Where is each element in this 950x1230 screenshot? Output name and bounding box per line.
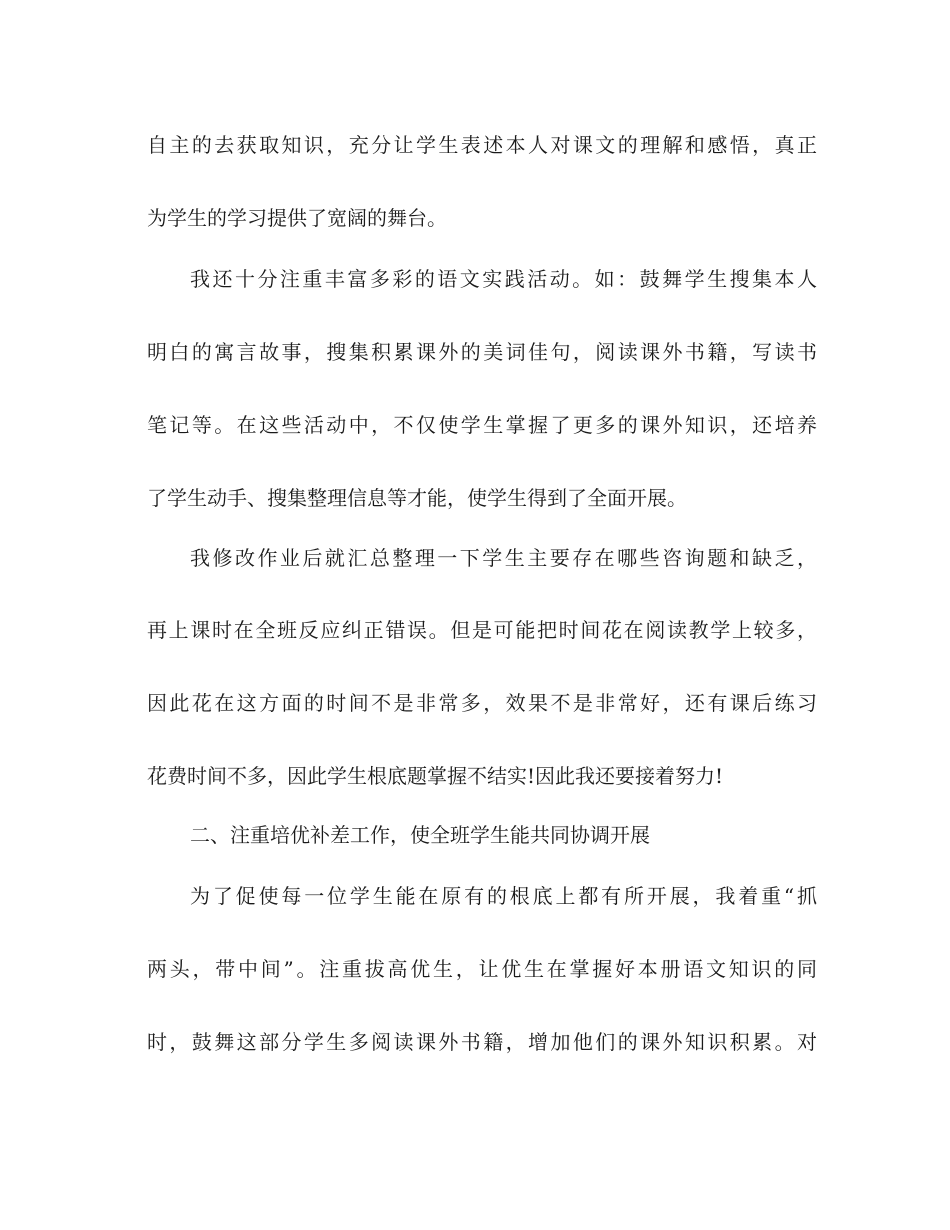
- section-heading: 二、注重培优补差工作，使全班学生能共同协调开展: [190, 823, 650, 847]
- text-line: 因此花在这方面的时间不是非常多，效果不是非常好，还有课后练习: [147, 691, 817, 715]
- text-line: 时，鼓舞这部分学生多阅读课外书籍，增加他们的课外知识积累。对: [147, 1030, 817, 1054]
- text-line: 笔记等。在这些活动中，不仅使学生掌握了更多的课外知识，还培养: [147, 413, 817, 437]
- text-line: 再上课时在全班反应纠正错误。但是可能把时间花在阅读教学上较多，: [147, 618, 817, 642]
- text-line: 了学生动手、搜集整理信息等才能，使学生得到了全面开展。: [147, 486, 687, 510]
- text-line: 两头，带中间”。注重拔高优生，让优生在掌握好本册语文知识的同: [147, 957, 817, 981]
- paragraph-first-line: 我还十分注重丰富多彩的语文实践活动。如：鼓舞学生搜集本人: [190, 267, 817, 291]
- text-line: 花费时间不多，因此学生根底题掌握不结实!因此我还要接着努力!: [147, 764, 724, 788]
- text-line: 为学生的学习提供了宽阔的舞台。: [147, 206, 447, 230]
- text-line: 自主的去获取知识，充分让学生表述本人对课文的理解和感悟，真正: [147, 133, 817, 157]
- paragraph-first-line: 为了促使每一位学生能在原有的根底上都有所开展，我着重“抓: [190, 884, 817, 908]
- paragraph-first-line: 我修改作业后就汇总整理一下学生主要存在哪些咨询题和缺乏，: [190, 546, 817, 570]
- text-line: 明白的寓言故事，搜集积累课外的美词佳句，阅读课外书籍，写读书: [147, 340, 817, 364]
